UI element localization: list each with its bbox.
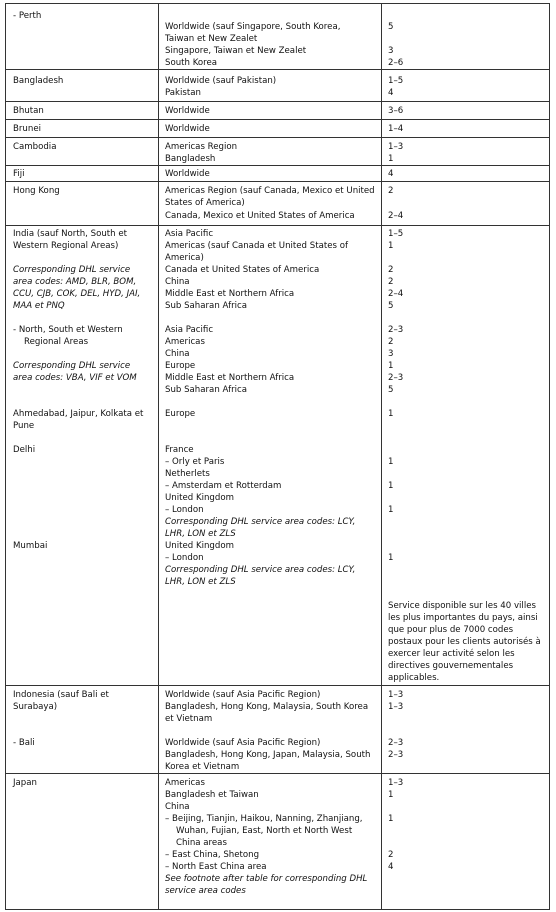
cell-text: 2	[388, 337, 394, 347]
cell-text: 4	[388, 169, 394, 179]
cell-text: Europe	[165, 361, 196, 371]
cell-text: Fiji	[13, 169, 25, 179]
cell-text: 3	[388, 349, 394, 359]
country-cell	[6, 138, 159, 165]
destination-cell	[159, 120, 382, 137]
cell-text: Worldwide (sauf Pakistan)	[165, 76, 277, 86]
cell-text: France	[165, 445, 194, 455]
destination-cell	[159, 182, 382, 225]
table-row	[6, 685, 549, 773]
cell-text: Corresponding DHL service area codes: LCY,	[165, 517, 356, 527]
note-text: Service disponible sur les 40 villes	[388, 601, 536, 611]
cell-text: Delhi	[13, 445, 36, 455]
cell-text: 1	[388, 505, 394, 515]
destination-cell	[159, 4, 382, 69]
cell-text: 1	[388, 241, 394, 251]
cell-text: China	[165, 802, 190, 812]
cell-text: Americas	[165, 337, 205, 347]
table-row	[6, 137, 549, 165]
cell-text: Canada et United States of America	[165, 265, 320, 275]
cell-text: area codes: VBA, VIF et VOM	[13, 373, 137, 383]
cell-text: United Kingdom	[165, 493, 234, 503]
table-row	[6, 4, 549, 69]
cell-text: 2–3	[388, 373, 404, 383]
cell-text: South Korea	[165, 58, 218, 68]
table-row	[6, 225, 549, 685]
cell-text: 2	[388, 277, 394, 287]
country-cell	[6, 4, 159, 69]
cell-text: 2–3	[388, 738, 404, 748]
country-cell	[6, 70, 159, 101]
cell-text: – North East China area	[165, 862, 267, 872]
cell-text: Worldwide (sauf Asia Pacific Region)	[165, 690, 321, 700]
cell-text: Asia Pacific	[165, 325, 214, 335]
cell-text: 1–3	[388, 702, 404, 712]
cell-text: United Kingdom	[165, 541, 234, 551]
cell-text: – London	[165, 505, 204, 515]
cell-text: Pakistan	[165, 88, 201, 98]
cell-text: 1	[388, 814, 394, 824]
cell-text: Americas Region	[165, 142, 238, 152]
note-text: que pour plus de 7000 codes	[388, 625, 514, 635]
destination-cell	[159, 686, 382, 773]
cell-text: Ahmedabad, Jaipur, Kolkata et	[13, 409, 144, 419]
destination-cell	[159, 226, 382, 685]
cell-text: 1	[388, 457, 394, 467]
note-text: exercer leur activité selon les	[388, 649, 515, 659]
cell-text: 5	[388, 385, 394, 395]
cell-text: Corresponding DHL service	[13, 361, 131, 371]
cell-text: Americas Region (sauf Canada, Mexico et United	[165, 186, 375, 196]
cell-text: LHR, LON et ZLS	[165, 529, 236, 539]
cell-text: 1–3	[388, 690, 404, 700]
cell-text: 2–3	[388, 750, 404, 760]
cell-text: Pune	[13, 421, 35, 431]
destination-cell	[159, 774, 382, 909]
note-text: directives gouvernementales	[388, 661, 514, 671]
cell-text: 2	[388, 850, 394, 860]
cell-text: – Amsterdam et Rotterdam	[165, 481, 282, 491]
cell-text: 1–5	[388, 76, 404, 86]
note-text: applicables.	[388, 673, 440, 683]
cell-text: Worldwide	[165, 124, 210, 134]
cell-text: 4	[388, 88, 394, 98]
cell-text: Netherlets	[165, 469, 210, 479]
transit-days-cell	[382, 774, 549, 909]
shipping-rates-table	[5, 3, 550, 910]
transit-days-cell	[382, 70, 549, 101]
cell-text: CCU, CJB, COK, DEL, HYD, JAI,	[13, 289, 141, 299]
cell-text: 1	[388, 790, 394, 800]
cell-text: 2–4	[388, 211, 404, 221]
cell-text: India (sauf North, South et	[13, 229, 127, 239]
destination-cell	[159, 138, 382, 165]
cell-text: 2–3	[388, 325, 404, 335]
cell-text: Asia Pacific	[165, 229, 214, 239]
table-row	[6, 119, 549, 137]
cell-text: Sub Saharan Africa	[165, 301, 248, 311]
cell-text: Bangladesh, Hong Kong, Japan, Malaysia, South	[165, 750, 371, 760]
cell-text: Singapore, Taiwan et New Zealet	[165, 46, 307, 56]
transit-days-cell	[382, 138, 549, 165]
cell-text: Europe	[165, 409, 196, 419]
transit-days-cell	[382, 686, 549, 773]
cell-text: Worldwide	[165, 169, 210, 179]
cell-text: 2	[388, 265, 394, 275]
country-cell	[6, 226, 159, 685]
cell-text: – Orly et Paris	[165, 457, 225, 467]
cell-text: 3	[388, 46, 394, 56]
cell-text: – London	[165, 553, 204, 563]
cell-text: Worldwide	[165, 106, 210, 116]
cell-text: Bhutan	[13, 106, 44, 116]
cell-text: Brunei	[13, 124, 41, 134]
cell-text: 1–4	[388, 124, 404, 134]
cell-text: Bangladesh et Taiwan	[165, 790, 259, 800]
cell-text: Worldwide (sauf Asia Pacific Region)	[165, 738, 321, 748]
cell-text: 3–6	[388, 106, 404, 116]
cell-text: 2–4	[388, 289, 404, 299]
country-cell	[6, 102, 159, 119]
transit-days-cell	[382, 102, 549, 119]
cell-text: 1	[388, 154, 394, 164]
cell-text: - Bali	[13, 738, 35, 748]
destination-cell	[159, 70, 382, 101]
cell-text: LHR, LON et ZLS	[165, 577, 236, 587]
table-row	[6, 773, 549, 909]
destination-cell	[159, 166, 382, 181]
cell-text: 2	[388, 186, 394, 196]
cell-text: Middle East et Northern Africa	[165, 373, 295, 383]
cell-text: 1	[388, 361, 394, 371]
cell-text: See footnote after table for corresponding DHL	[165, 874, 368, 884]
cell-text: 1	[388, 481, 394, 491]
destination-cell	[159, 102, 382, 119]
cell-text: Canada, Mexico et United States of America	[165, 211, 355, 221]
table-row	[6, 69, 549, 101]
cell-text: China	[165, 349, 190, 359]
cell-text: China	[165, 277, 190, 287]
cell-text: Mumbai	[13, 541, 48, 551]
cell-text: Taiwan et New Zealet	[165, 34, 258, 44]
cell-text: Bangladesh	[13, 76, 64, 86]
cell-text: 1–5	[388, 229, 404, 239]
cell-text: 1–3	[388, 142, 404, 152]
cell-text: Hong Kong	[13, 186, 60, 196]
cell-text: Americas	[165, 778, 205, 788]
cell-text: Western Regional Areas)	[13, 241, 119, 251]
country-cell	[6, 120, 159, 137]
country-cell	[6, 774, 159, 909]
cell-text: 1–3	[388, 778, 404, 788]
cell-text: Bangladesh	[165, 154, 216, 164]
cell-text: Corresponding DHL service area codes: LCY,	[165, 565, 356, 575]
cell-text: MAA et PNQ	[13, 301, 65, 311]
cell-text: Cambodia	[13, 142, 57, 152]
country-cell	[6, 166, 159, 181]
cell-text: et Vietnam	[165, 714, 213, 724]
cell-text: – Beijing, Tianjin, Haikou, Nanning, Zhanjiang,	[165, 814, 363, 824]
cell-text: States of America)	[165, 198, 245, 208]
cell-text: Surabaya)	[13, 702, 58, 712]
note-text: postaux pour les clients autorisés à	[388, 637, 541, 647]
transit-days-cell	[382, 226, 549, 685]
transit-days-cell	[382, 166, 549, 181]
cell-text: - Perth	[13, 11, 42, 21]
cell-text: 1	[388, 553, 394, 563]
cell-text: Japan	[13, 778, 37, 788]
table-row	[6, 181, 549, 225]
cell-text: - North, South et Western	[13, 325, 123, 335]
cell-text: Korea et Vietnam	[165, 762, 240, 772]
country-cell	[6, 182, 159, 225]
cell-text: Indonesia (sauf Bali et	[13, 690, 109, 700]
country-cell	[6, 686, 159, 773]
note-text: les plus importantes du pays, ainsi	[388, 613, 538, 623]
cell-text: 4	[388, 862, 394, 872]
cell-text: – East China, Shetong	[165, 850, 260, 860]
transit-days-cell	[382, 182, 549, 225]
table-row	[6, 101, 549, 119]
cell-text: Middle East et Northern Africa	[165, 289, 295, 299]
transit-days-cell	[382, 4, 549, 69]
cell-text: Americas (sauf Canada et United States of	[165, 241, 348, 251]
cell-text: 1	[388, 409, 394, 419]
cell-text: Sub Saharan Africa	[165, 385, 248, 395]
cell-text: Worldwide (sauf Singapore, South Korea,	[165, 22, 341, 32]
cell-text: Regional Areas	[24, 337, 89, 347]
transit-days-cell	[382, 120, 549, 137]
table-row	[6, 165, 549, 181]
cell-text: service area codes	[165, 886, 246, 896]
cell-text: 5	[388, 301, 394, 311]
cell-text: 2–6	[388, 58, 404, 68]
cell-text: 5	[388, 22, 394, 32]
cell-text: America)	[165, 253, 204, 263]
cell-text: Wuhan, Fujian, East, North et North West	[176, 826, 353, 836]
cell-text: Corresponding DHL service	[13, 265, 131, 275]
cell-text: Bangladesh, Hong Kong, Malaysia, South Korea	[165, 702, 369, 712]
cell-text: China areas	[176, 838, 227, 848]
cell-text: area codes: AMD, BLR, BOM,	[13, 277, 137, 287]
